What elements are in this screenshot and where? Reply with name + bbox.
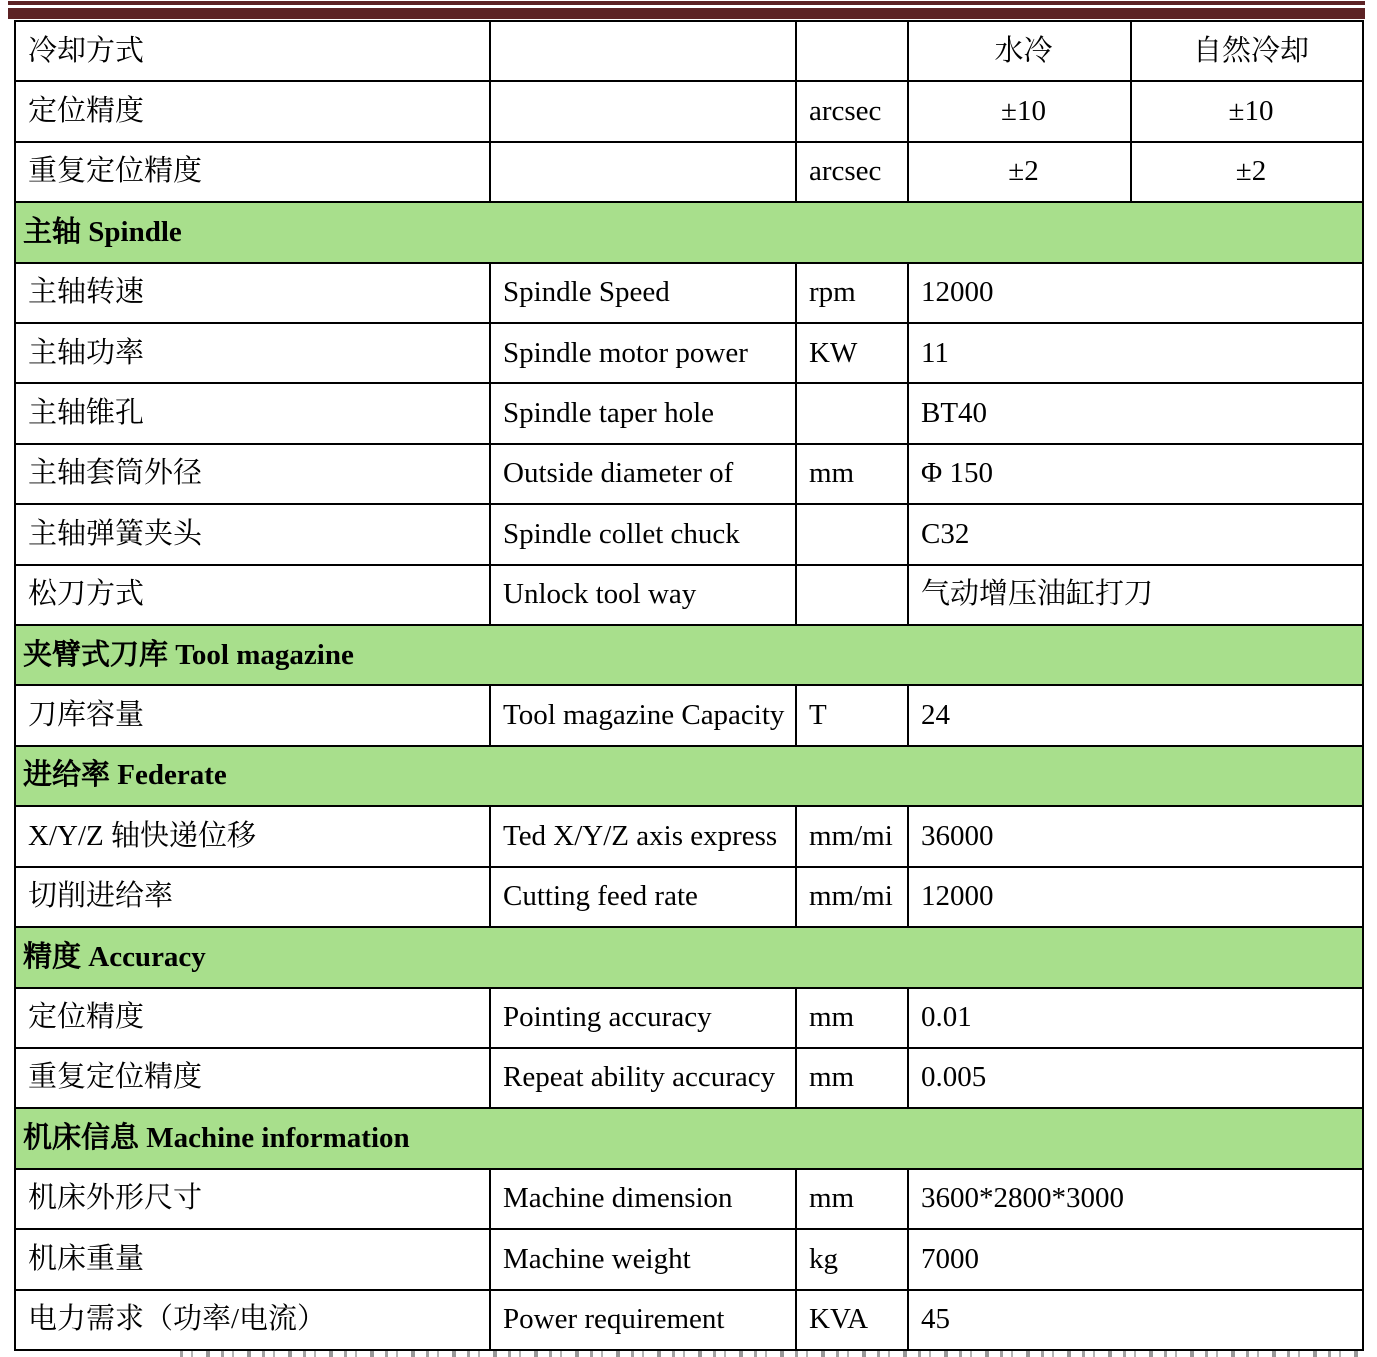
cell-label-zh: 重复定位精度 xyxy=(15,1048,490,1108)
cell-label-zh: 主轴套筒外径 xyxy=(15,444,490,504)
spec-row xyxy=(15,323,1363,383)
cell-value-right: ±10 xyxy=(1131,81,1363,141)
spec-row xyxy=(15,263,1363,323)
cell-label-zh: X/Y/Z 轴快递位移 xyxy=(15,806,490,866)
cell-label-en: Unlock tool way xyxy=(490,565,796,625)
cell-unit: arcsec xyxy=(796,142,908,202)
cell-label-zh: 主轴弹簧夹头 xyxy=(15,504,490,564)
section-header: 精度 Accuracy xyxy=(15,927,1363,987)
cell-value: 36000 xyxy=(908,806,1363,866)
spec-row xyxy=(15,565,1363,625)
spec-row xyxy=(15,867,1363,927)
cell-label-zh: 刀库容量 xyxy=(15,685,490,745)
cell-label-zh: 冷却方式 xyxy=(15,21,490,81)
cell-label-zh: 重复定位精度 xyxy=(15,142,490,202)
section-row xyxy=(15,202,1363,262)
cell-value-left: 水冷 xyxy=(908,21,1131,81)
cell-label-zh: 定位精度 xyxy=(15,988,490,1048)
cell-value: 12000 xyxy=(908,263,1363,323)
cell-label-en: Machine dimension xyxy=(490,1169,796,1229)
spec-row xyxy=(15,988,1363,1048)
cell-value: 3600*2800*3000 xyxy=(908,1169,1363,1229)
top-accent-thin-line xyxy=(8,1,1365,5)
cell-label-en: Spindle Speed xyxy=(490,263,796,323)
top-accent-thick-bar xyxy=(8,8,1365,19)
cell-value-right: 自然冷却 xyxy=(1131,21,1363,81)
cell-value-left: ±2 xyxy=(908,142,1131,202)
section-row xyxy=(15,625,1363,685)
section-row xyxy=(15,927,1363,987)
cell-value: 气动增压油缸打刀 xyxy=(908,565,1363,625)
cell-value: 24 xyxy=(908,685,1363,745)
section-header: 夹臂式刀库 Tool magazine xyxy=(15,625,1363,685)
cell-label-en xyxy=(490,81,796,141)
cell-unit xyxy=(796,565,908,625)
cell-value: C32 xyxy=(908,504,1363,564)
cell-label-zh: 机床重量 xyxy=(15,1229,490,1289)
clipped-text-remnant xyxy=(180,1351,1362,1357)
cell-unit: rpm xyxy=(796,263,908,323)
cell-label-en: Machine weight xyxy=(490,1229,796,1289)
cell-label-en: Ted X/Y/Z axis express xyxy=(490,806,796,866)
cell-unit: mm xyxy=(796,1169,908,1229)
cell-unit xyxy=(796,383,908,443)
spec-row xyxy=(15,1048,1363,1108)
cell-value: 7000 xyxy=(908,1229,1363,1289)
spec-row xyxy=(15,81,1363,141)
spec-row xyxy=(15,1290,1363,1350)
section-row xyxy=(15,1108,1363,1168)
cell-unit: mm xyxy=(796,988,908,1048)
cell-unit: T xyxy=(796,685,908,745)
spec-row xyxy=(15,685,1363,745)
cell-label-zh: 机床外形尺寸 xyxy=(15,1169,490,1229)
cell-value: Φ 150 xyxy=(908,444,1363,504)
cell-value: 12000 xyxy=(908,867,1363,927)
cell-label-en xyxy=(490,21,796,81)
cell-value: 11 xyxy=(908,323,1363,383)
cell-label-zh: 切削进给率 xyxy=(15,867,490,927)
section-header: 机床信息 Machine information xyxy=(15,1108,1363,1168)
cell-label-zh: 主轴功率 xyxy=(15,323,490,383)
cell-label-en: Pointing accuracy xyxy=(490,988,796,1048)
cell-unit: KW xyxy=(796,323,908,383)
cell-unit: mm/mi xyxy=(796,867,908,927)
cell-value-left: ±10 xyxy=(908,81,1131,141)
spec-row xyxy=(15,806,1363,866)
cell-label-zh: 电力需求（功率/电流） xyxy=(15,1290,490,1350)
spec-row xyxy=(15,383,1363,443)
cell-label-zh: 主轴转速 xyxy=(15,263,490,323)
cell-unit xyxy=(796,21,908,81)
cell-unit: mm xyxy=(796,1048,908,1108)
cell-value: 0.005 xyxy=(908,1048,1363,1108)
cell-label-en: Spindle taper hole xyxy=(490,383,796,443)
cell-unit: KVA xyxy=(796,1290,908,1350)
cell-label-zh: 定位精度 xyxy=(15,81,490,141)
spec-row xyxy=(15,21,1363,81)
spec-row xyxy=(15,142,1363,202)
cell-label-en: Tool magazine Capacity xyxy=(490,685,796,745)
spec-row xyxy=(15,504,1363,564)
cell-unit: mm xyxy=(796,444,908,504)
cell-value-right: ±2 xyxy=(1131,142,1363,202)
spec-table xyxy=(14,20,1364,1351)
cell-unit xyxy=(796,504,908,564)
cell-label-en: Cutting feed rate xyxy=(490,867,796,927)
cell-value: 45 xyxy=(908,1290,1363,1350)
cell-label-zh: 松刀方式 xyxy=(15,565,490,625)
spec-row xyxy=(15,1169,1363,1229)
cell-label-en: Repeat ability accuracy xyxy=(490,1048,796,1108)
section-header: 进给率 Federate xyxy=(15,746,1363,806)
section-row xyxy=(15,746,1363,806)
spec-row xyxy=(15,1229,1363,1289)
cell-unit: mm/mi xyxy=(796,806,908,866)
cell-label-en: Spindle collet chuck xyxy=(490,504,796,564)
cell-label-en: Outside diameter of xyxy=(490,444,796,504)
cell-value: 0.01 xyxy=(908,988,1363,1048)
cell-label-zh: 主轴锥孔 xyxy=(15,383,490,443)
cell-unit: kg xyxy=(796,1229,908,1289)
cell-unit: arcsec xyxy=(796,81,908,141)
spec-row xyxy=(15,444,1363,504)
cell-label-en: Power requirement xyxy=(490,1290,796,1350)
cell-value: BT40 xyxy=(908,383,1363,443)
section-header: 主轴 Spindle xyxy=(15,202,1363,262)
cell-label-en xyxy=(490,142,796,202)
cell-label-en: Spindle motor power xyxy=(490,323,796,383)
